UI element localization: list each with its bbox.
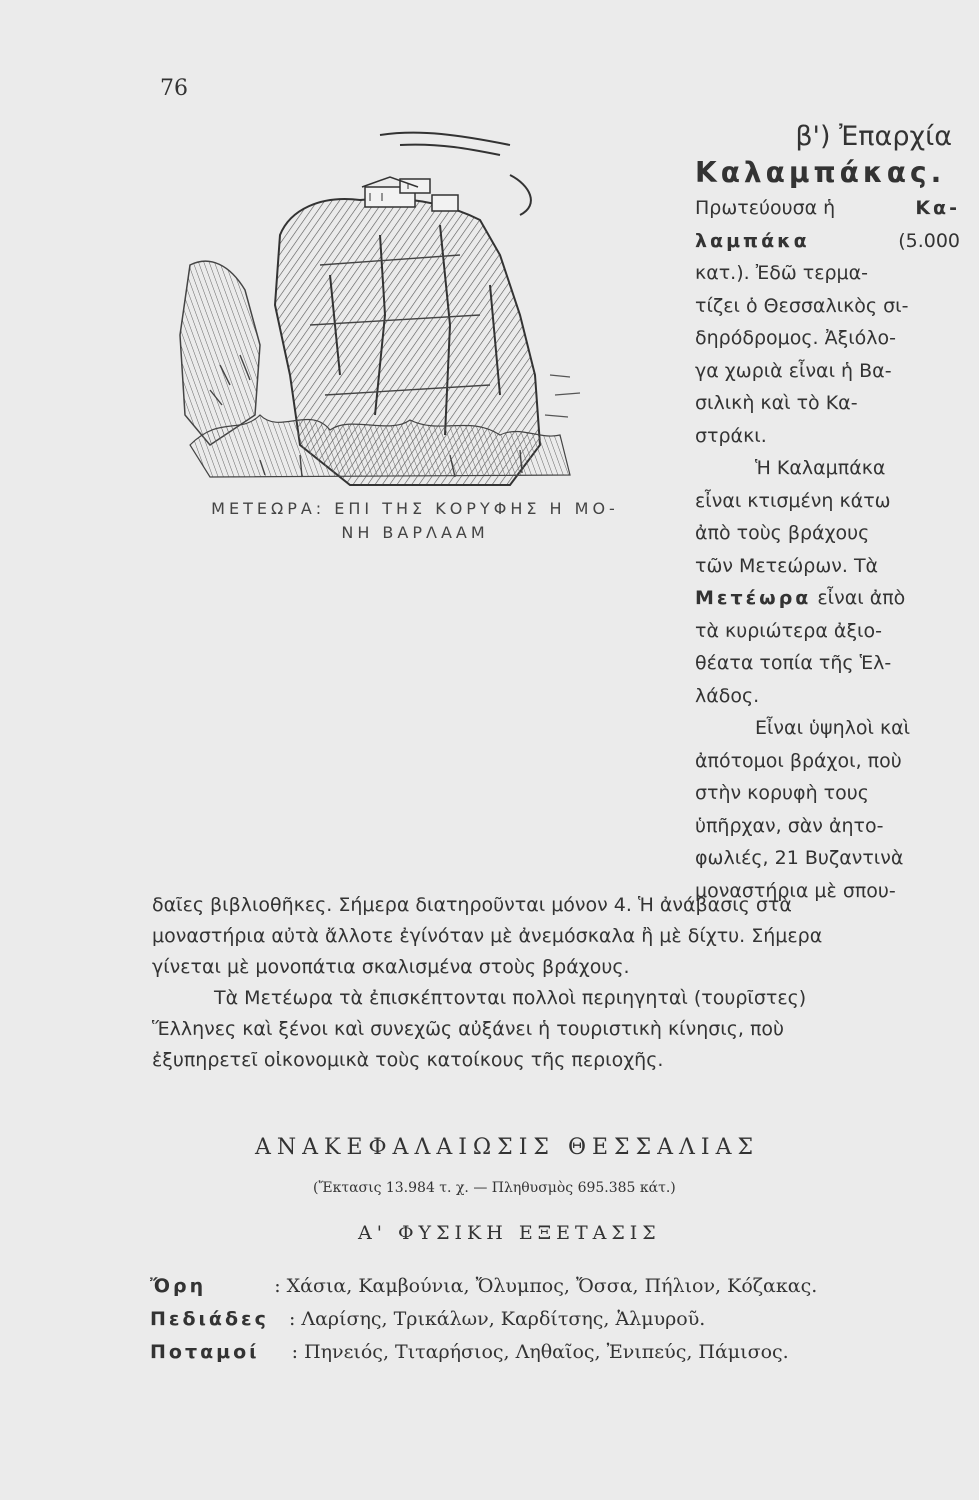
list-item-text: : Πηνειός, Τιταρήσιος, Ληθαῖος, Ἐνιπεύς, Πάμισος. bbox=[291, 1341, 789, 1363]
right-text-column bbox=[695, 120, 960, 907]
list-item bbox=[150, 1303, 910, 1336]
text-line: στὴν κορυφὴ τους bbox=[695, 782, 869, 804]
physical-features-list bbox=[150, 1270, 910, 1369]
text-line: τὰ κυριώτερα ἀξιο- bbox=[695, 619, 882, 642]
text-line: τῶν Μετεώρων. Τὰ bbox=[695, 554, 879, 577]
list-item bbox=[150, 1336, 910, 1369]
text-line: φωλιές, 21 Βυζαντινὰ bbox=[695, 847, 904, 869]
text-line: Πρωτεύουσα ἡ Κα- bbox=[695, 197, 960, 219]
text-line: ὑπῆρχαν, σὰν ἀητο- bbox=[695, 814, 884, 837]
list-item-text: : Χάσια, Καμβούνια, Ὄλυμπος, Ὄσσα, Πήλιον, Κόζακας. bbox=[274, 1275, 818, 1297]
text-line: μοναστήρια αὐτὰ ἄλλοτε ἐγίνόταν μὲ ἀνεμόσκαλα ἢ μὲ δίχτυ. Σήμερα bbox=[152, 925, 823, 947]
text-line: εἶναι κτισμένη κάτω bbox=[695, 489, 891, 512]
section-title: Α' ΦΥΣΙΚΗ ΕΞΕΤΑΣΙΣ bbox=[358, 1222, 661, 1244]
text-line: ἀπὸ τοὺς βράχους bbox=[695, 522, 870, 544]
text-line: κατ.). Ἐδῶ τερμα- bbox=[695, 262, 869, 284]
text-line: σιλικὴ καὶ τὸ Κα- bbox=[695, 392, 858, 414]
text-line: γίνεται μὲ μονοπάτια σκαλισμένα στοὺς βράχους. bbox=[152, 956, 630, 978]
text-line: Εἶναι ὑψηλοὶ καὶ bbox=[755, 717, 911, 739]
meteora-illustration bbox=[150, 115, 690, 495]
list-item-label: Ὄρη bbox=[150, 1275, 207, 1297]
full-width-text bbox=[152, 890, 952, 1076]
figure-caption bbox=[150, 497, 680, 545]
text-line: μοναστήρια μὲ σπου- bbox=[695, 879, 896, 902]
list-item-label: Ποταμοί bbox=[150, 1341, 260, 1363]
summary-subtitle: (Ἔκτασις 13.984 τ. χ. — Πληθυσμὸς 695.385 κάτ.) bbox=[313, 1180, 676, 1196]
text-line: δαῖες βιβλιοθῆκες. Σήμερα διατηροῦνται μόνον 4. Ἡ ἀνάβασις στὰ bbox=[152, 894, 792, 916]
text-line: στράκι. bbox=[695, 424, 767, 447]
text-line: Ἕλληνες καὶ ξένοι καὶ συνεχῶς αὐξάνει ἡ τουριστικὴ κίνησις, ποὺ bbox=[152, 1018, 785, 1040]
text-line: Τὰ Μετέωρα τὰ ἐπισκέπτονται πολλοὶ περιηγηταὶ (τουρῖστες) bbox=[214, 987, 807, 1009]
section-heading-line-1: β') Ἐπαρχία bbox=[795, 121, 952, 152]
list-item-label: Πεδιάδες bbox=[150, 1308, 269, 1330]
text-line: λάδος. bbox=[695, 684, 760, 707]
text-line: τίζει ὁ Θεσσαλικὸς σι- bbox=[695, 294, 909, 317]
text-line: γα χωριὰ εἶναι ἡ Βα- bbox=[695, 359, 892, 382]
text-line: θέατα τοπία τῆς Ἑλ- bbox=[695, 652, 892, 674]
section-heading-line-2: Καλαμπάκας. bbox=[695, 156, 946, 189]
text-line: δηρόδρομος. Ἀξιόλο- bbox=[695, 327, 896, 349]
text-line: Ἡ Καλαμπάκα bbox=[755, 457, 886, 479]
page-number: 76 bbox=[160, 76, 188, 101]
caption-line-2: ΝΗ ΒΑΡΛΑΑΜ bbox=[341, 523, 489, 542]
text-line: ἀπότομοι βράχοι, ποὺ bbox=[695, 749, 902, 772]
text-line: λαμπάκα (5.000 bbox=[695, 229, 960, 252]
text-line: ἐξυπηρετεῖ οἰκονομικὰ τοὺς κατοίκους τῆς περιοχῆς. bbox=[152, 1049, 664, 1071]
summary-title: ΑΝΑΚΕΦΑΛΑΙΩΣΙΣ ΘΕΣΣΑΛΙΑΣ bbox=[255, 1135, 760, 1160]
caption-line-1: ΜΕΤΕΩΡΑ: ΕΠΙ ΤΗΣ ΚΟΡΥΦΗΣ Η ΜΟ- bbox=[211, 499, 619, 518]
text-line: Μετέωρα εἶναι ἀπὸ bbox=[695, 587, 906, 609]
list-item bbox=[150, 1270, 910, 1303]
list-item-text: : Λαρίσης, Τρικάλων, Καρδίτσης, Ἁλμυροῦ. bbox=[288, 1308, 706, 1330]
